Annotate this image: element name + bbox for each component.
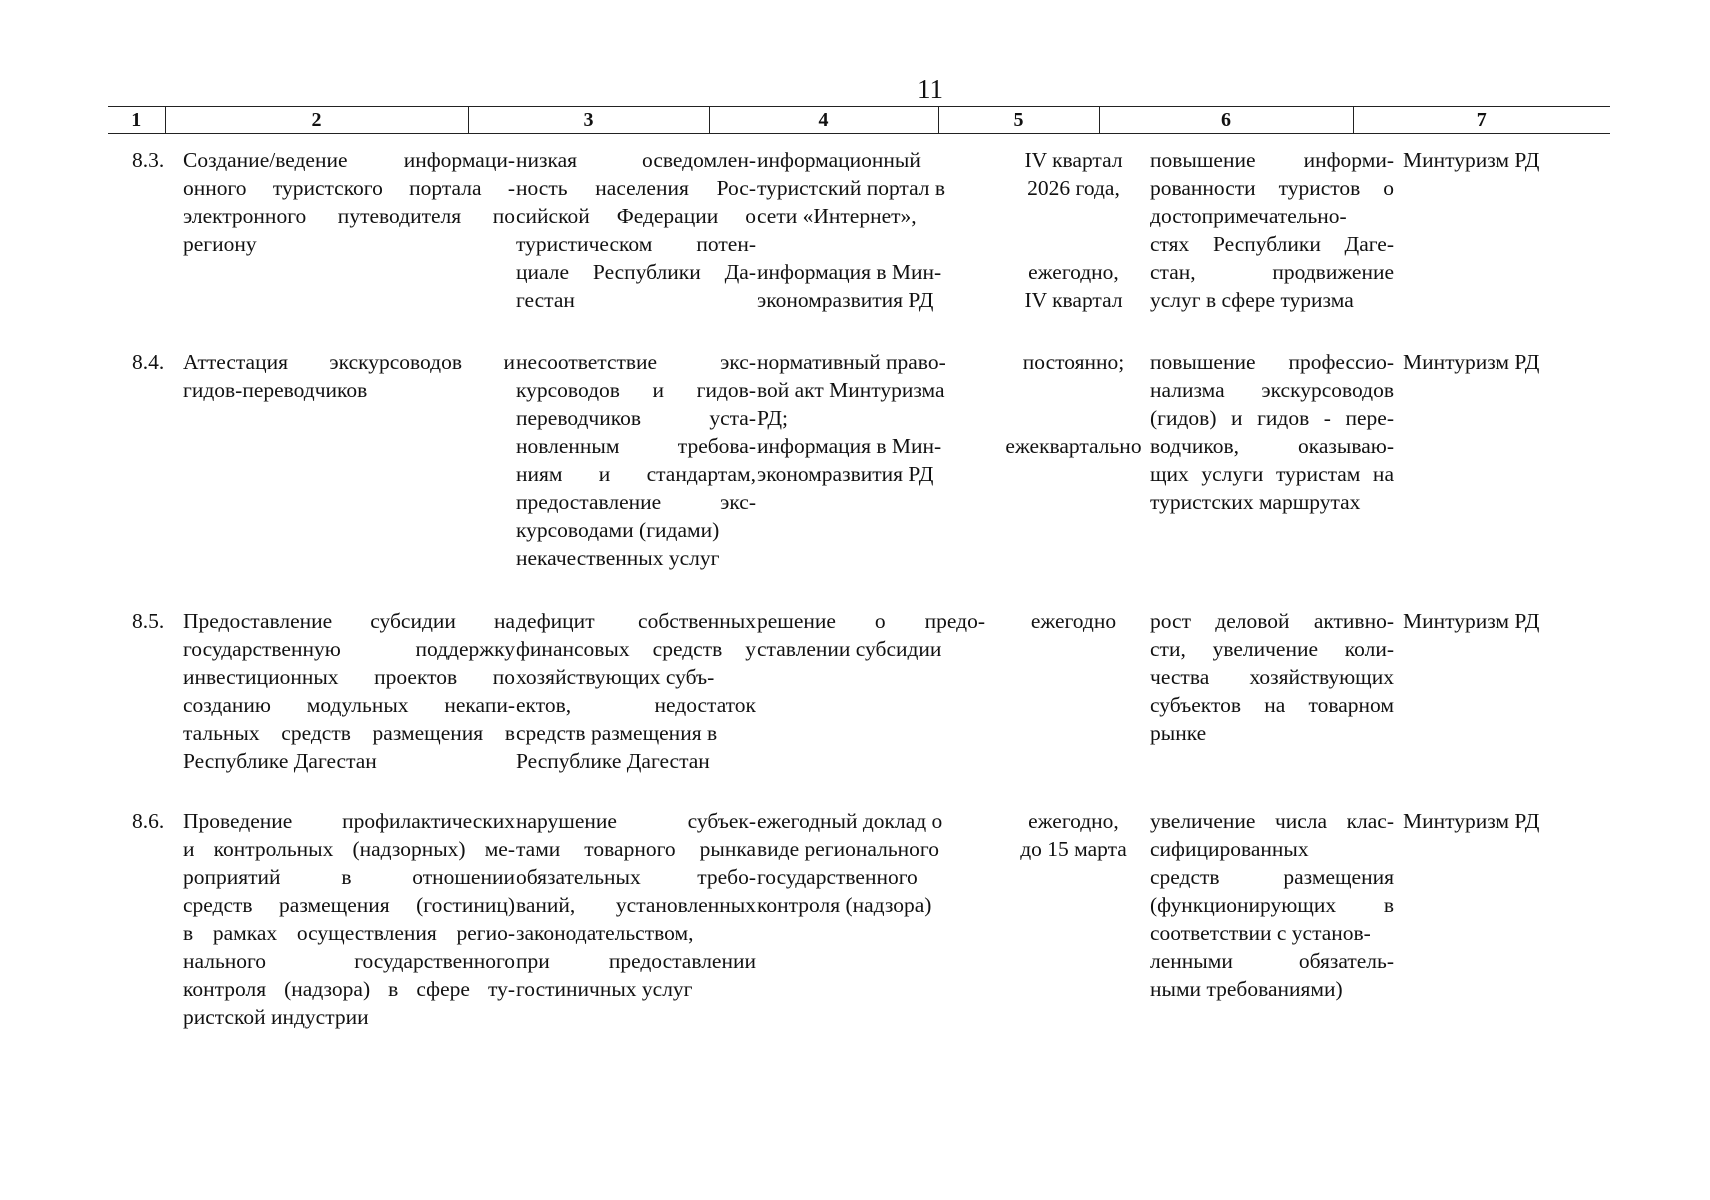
expected-result: рост деловой активно- сти, увеличение коли- чества хозяйствующих субъектов на товарном рынке [1150,609,1394,745]
page-number: 11 [917,74,943,104]
header-col-1: 1 [108,107,165,134]
problem-description: несоответствие экс- курсоводов и гидов- переводчиков уста- новленным требова- ниям и стандартам, предоставление экс- курсоводами (гидами) некачественных услуг [516,350,756,570]
row-number: 8.3. [132,148,165,172]
header-col-2: 2 [165,107,468,134]
responsible: Минтуризм РД [1403,350,1540,374]
row-number: 8.6. [132,809,165,833]
header-col-6: 6 [1099,107,1353,134]
deadline: постоянно; ежеквартально [1005,350,1142,458]
measure-description: Аттестация экскурсоводов и гидов-переводчиков [183,350,515,402]
result-form: ежегодный доклад о виде регионального государственного контроля (надзора) [757,809,943,917]
header-col-7: 7 [1353,107,1610,134]
result-form: информационный туристский портал в сети «Интернет», информация в Мин- экономразвития РД [757,148,946,312]
responsible: Минтуризм РД [1403,609,1540,633]
expected-result: увеличение числа клас- сифицированных средств размещения (функционирующих в соответствии с установ- ленными обязатель- ными требованиями) [1150,809,1394,1001]
row-number: 8.5. [132,609,165,633]
deadline: ежегодно [1030,609,1117,633]
expected-result: повышение профессио- нализма экскурсоводов (гидов) и гидов - пере- водчиков, оказываю- щих услуги туристам на туристских маршрутах [1150,350,1394,514]
row-number: 8.4. [132,350,165,374]
problem-description: дефицит собственных финансовых средств у хозяйствующих субъ- ектов, недостаток средств размещения в Республике Дагестан [516,609,756,773]
problem-description: низкая осведомлен- ность населения Рос- сийской Федерации о туристическом потен- циале Республики Да- гестан [516,148,756,312]
result-form: нормативный право- вой акт Минтуризма РД; информация в Мин- экономразвития РД [757,350,946,486]
table-header [108,106,1610,134]
header-col-4: 4 [709,107,938,134]
deadline: ежегодно, до 15 марта [1020,809,1127,861]
header-col-5: 5 [938,107,1099,134]
responsible: Минтуризм РД [1403,809,1540,833]
header-col-3: 3 [468,107,709,134]
result-form: решение о предо- ставлении субсидии [757,609,985,661]
problem-description: нарушение субъек- тами товарного рынка обязательных требо- ваний, установленных законодательством, при предоставлении гостиничных услуг [516,809,756,1001]
measure-description: Проведение профилактических и контрольных (надзорных) ме- роприятий в отношении средств размещения (гостиниц) в рамках осуществления регио- нального государственного контроля (надзора) в сфере ту- ристской индустрии [183,809,515,1029]
measure-description: Создание/ведение информаци- онного туристского портала - электронного путеводителя по региону [183,148,515,256]
expected-result: повышение информи- рованности туристов о достопримечательно- стях Республики Даге- стан, продвижение услуг в сфере туризма [1150,148,1394,312]
responsible: Минтуризм РД [1403,148,1540,172]
deadline: IV квартал 2026 года, ежегодно, IV квартал [1024,148,1123,312]
measure-description: Предоставление субсидии на государственную поддержку инвестиционных проектов по созданию модульных некапи- тальных средств размещения в Республике Дагестан [183,609,515,773]
